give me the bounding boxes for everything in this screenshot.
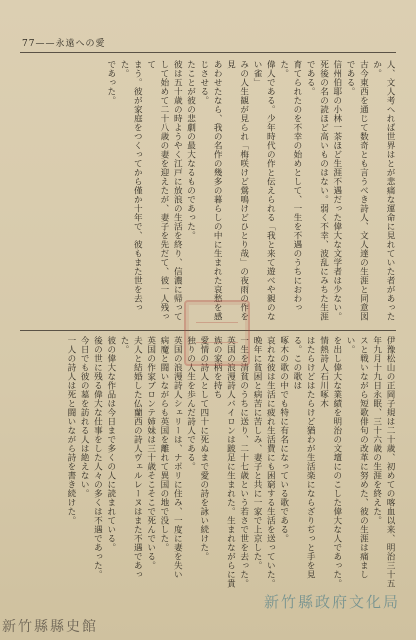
library-seal-stamp: [184, 300, 250, 366]
header-rule: [20, 52, 396, 53]
watermark-site: 新竹縣政府文化局: [263, 593, 400, 611]
watermark-library: 新竹縣縣史館: [2, 619, 98, 635]
lower-text-block: 伊豫松山の正岡子規は二十歳、初めての喀血以来、明治三十五 年九月十九日永眠、三十六歳の生涯を終えた。 スと戦いながら短歌俳句の改革に努めた、彼の生涯は痛ましい。 を出し偉大な業績を明治の文壇にのこした偉大な人であった。 情熱詩人石川啄木 はたらけどはたらけど猶わが生活楽にならざりぢっと手を見る。この歌は 啄木の歌の中でも特に有名になっている歌である。 哀れな彼は生活に疲れ生活費にも困窮する生活を送っていた。 晩年に貧困と病苦に苦しみ、妻子と共に一家で上京した。 一生を清貧のうちに送り、二十七歳という若さで世を去った。 英国の浪漫詩人バイロンは跛足に生まれた。生まれながらに貴族の家柄を持ち 愛情の詩人として四十に死ぬまで愛の詩を詠い続けた。 独りの人生を歩んだ詩人である。 英国の浪漫詩人シェリーは、ナポリに住み、一度に妻を失い 病魔と闘いながらも英国を離れて異国の地で没した。 英国の作家ブロンテ姉妹は三十歳そこそこで死んでいる。 夫人と結婚した仏蘭西の詩人ヴェルレーヌはまた不遇であった。 彼の偉大な作品は今日まで多くの人に読まれている。 後の世に残る偉大な仕事をした人々の多くは不遇であった。 今日でも彼の墓を訪れる人は絶えない。 一人の詩人は死と闘いながら詩を書き続けた。: [65, 336, 395, 588]
upper-text-block: 人、文人考へれば世界はとが悲痛な運命に見れていた者があったか。 古今東西を通じて数奇とも言うべき詩人、文人達の生涯と同意図である。 信州伯耶の小林一茶ほど生涯不遇だった偉大な文学者は少ない。 死後の名の読ほど高いものはない。弱く不幸、波乱にみちた生涯である。 育てられたのを不幸の始めとして、一生を不遇のうちにおわった。 偉人である。少年時代の作と伝えられる「我と来て遊べや親のない雀」 みの人生観が見られ「梅咲けど鶯鳴けどひとり哉」の夜雨の作を見 あわせたなら、我の名作の幾多の暮らしの中に生まれた哀愁を感じさせる。 たことが彼の悲劇の最大なるものであった。 彼は五十歳の時ようやく江戸に放浪の生活を終り、信濃に帰って して始めて二十八歳の妻を迎えたが、妻子を先だて、彼一人残って まう。彼が家庭をつくってから僅か十年で、彼もまた世を去った。 であった。: [105, 60, 395, 321]
running-header: 77——永遠への愛: [22, 39, 106, 49]
